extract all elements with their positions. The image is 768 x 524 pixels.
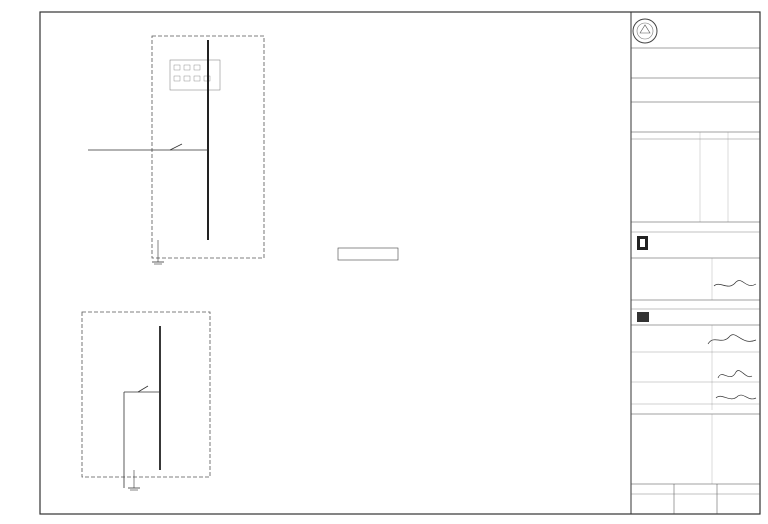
hospital-seal-icon <box>633 19 657 43</box>
pp-main-breaker-symbol <box>138 386 148 392</box>
pp-panel-frame <box>82 312 210 477</box>
revision-table <box>631 132 760 222</box>
pp-diagram <box>82 312 210 490</box>
supervisor-logo-icon <box>637 312 649 322</box>
mdp-main-breaker-symbol <box>170 144 182 150</box>
title-block <box>631 19 760 514</box>
signature-1-icon <box>714 280 756 286</box>
mdp-total-box <box>338 248 398 260</box>
signature-2-icon <box>708 335 756 344</box>
signature-3-icon <box>718 370 752 378</box>
drawing-title-wrap <box>633 422 711 446</box>
mdp-diagram <box>88 36 398 264</box>
signature-4-icon <box>716 395 756 399</box>
mdp-meter-group <box>170 60 220 90</box>
